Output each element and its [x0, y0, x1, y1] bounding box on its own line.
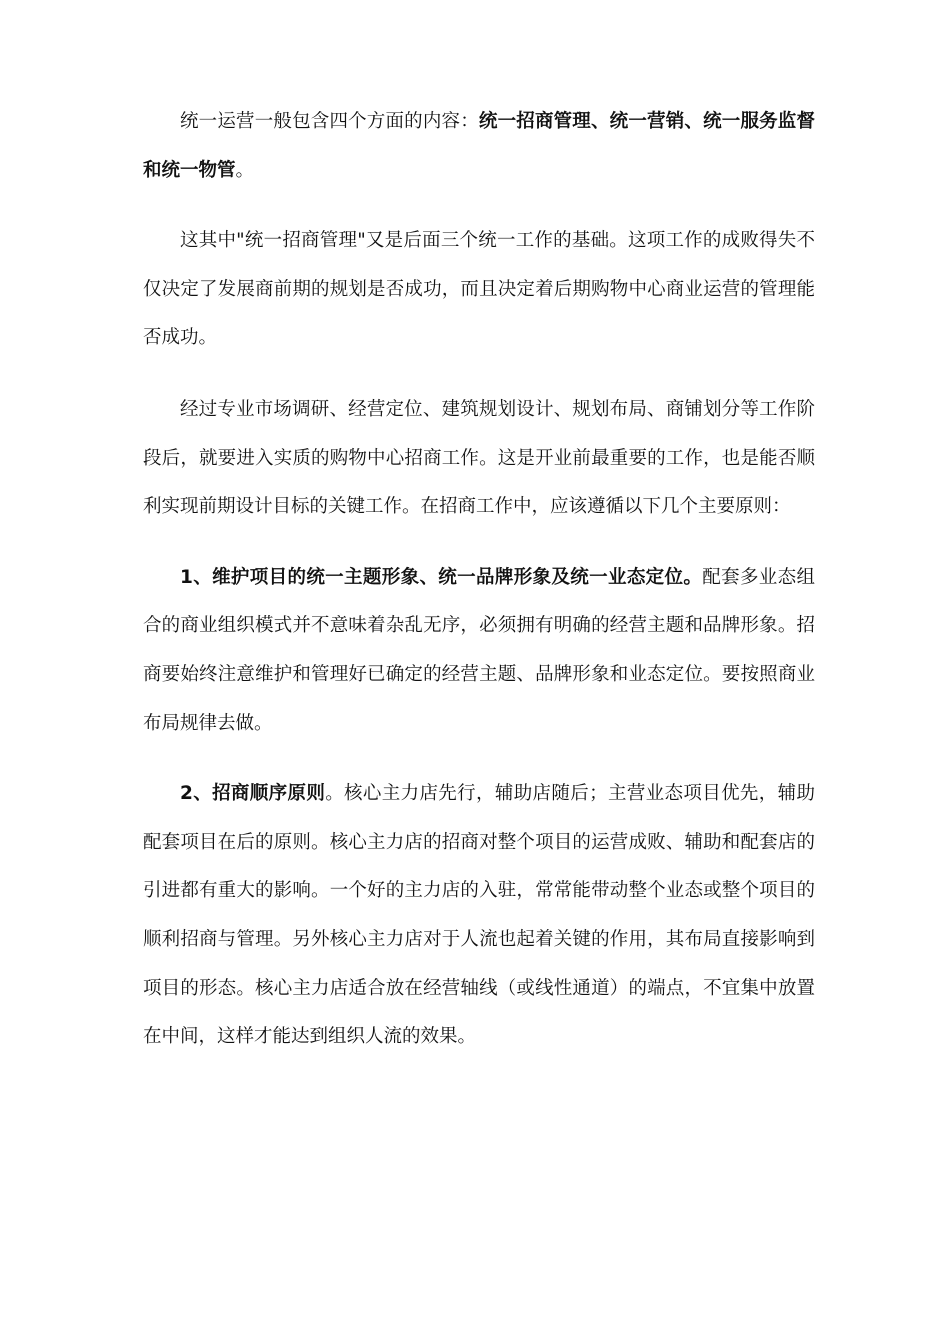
paragraph-leasing-stage: 经过专业市场调研、经营定位、建筑规划设计、规划布局、商铺划分等工作阶段后，就要进入实质的购物中心招商工作。这是开业前最重要的工作，也是能否顺利实现前期设计目标的关键工作。在招商工作中，应该遵循以下几个主要原则： — [143, 398, 815, 518]
principle-1-heading: 1、维护项目的统一主题形象、统一品牌形象及统一业态定位。 — [180, 566, 703, 588]
paragraph-principle-2 — [143, 770, 815, 1062]
paragraph-unified-operations — [143, 98, 815, 195]
document-page — [143, 98, 815, 1062]
paragraph-tail-text: 。 — [235, 159, 255, 181]
paragraph-leasing-foundation: 这其中"统一招商管理"又是后面三个统一工作的基础。这项工作的成败得失不仅决定了发展商前期的规划是否成功，而且决定着后期购物中心商业运营的管理能否成功。 — [143, 230, 815, 349]
principle-2-heading: 2、招商顺序原则 — [180, 783, 326, 805]
paragraph-bold-text: 统一招商管理、统一营销、统一服务监督和统一物管 — [143, 111, 815, 181]
paragraph-principle-1 — [143, 554, 815, 748]
paragraph-intro-text: 统一运营一般包含四个方面的内容： — [180, 111, 479, 132]
principle-1-text: 配套多业态组合的商业组织模式并不意味着杂乱无序，必须拥有明确的经营主题和品牌形象。招商要始终注意维护和管理好已确定的经营主题、品牌形象和业态定位。要按照商业布局规律去做。 — [143, 566, 815, 734]
principle-2-text: 。核心主力店先行，辅助店随后；主营业态项目优先，辅助配套项目在后的原则。核心主力店的招商对整个项目的运营成败、辅助和配套店的引进都有重大的影响。一个好的主力店的入驻，常常能带动整个业态或整个项目的顺利招商与管理。另外核心主力店对于人流也起着关键的作用，其布局直接影响到项目的形态。核心主力店适合放在经营轴线（或线性通道）的端点，不宜集中放置在中间，这样才能达到组织人流的效果。 — [143, 783, 815, 1048]
